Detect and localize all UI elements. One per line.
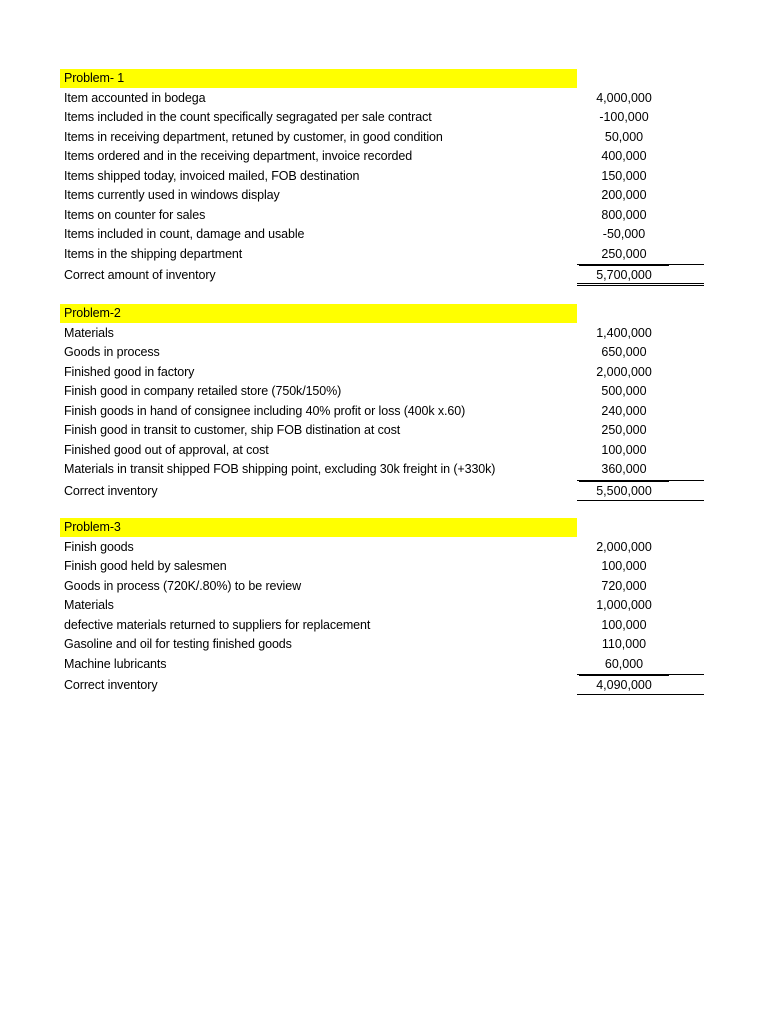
line-item-label: Items included in count, damage and usable: [64, 227, 305, 241]
line-item-label: Materials in transit shipped FOB shipping point, excluding 30k freight in (+330k): [64, 462, 496, 476]
line-item-row: [60, 324, 705, 344]
total-top-rule: [577, 480, 704, 481]
line-item-label: Items currently used in windows display: [64, 188, 280, 202]
title-highlight: [60, 69, 577, 88]
line-item-amount: 150,000: [601, 168, 647, 183]
line-item-amount: 1,000,000: [596, 598, 652, 612]
total-bottom-rule: [577, 694, 704, 695]
line-item-label: Goods in process: [64, 345, 160, 359]
line-item-amount: 200,000: [601, 188, 647, 202]
line-item-label: Machine lubricants: [64, 656, 167, 671]
line-item-amount: 110,000: [601, 637, 647, 651]
total-label: Correct inventory: [64, 483, 158, 498]
total-bottom-rule: [577, 283, 704, 286]
line-item-label: Finish goods in hand of consignee including 40% profit or loss (400k x.60): [64, 403, 466, 418]
line-item-row: [60, 382, 705, 402]
problem-title: Problem- 1: [64, 71, 125, 85]
line-item-label: Finish good held by salesmen: [64, 559, 227, 573]
line-item-row: [60, 421, 705, 441]
total-top-rule: [577, 264, 704, 265]
line-item-label: Materials: [64, 598, 114, 612]
line-item-label: Items in the shipping department: [64, 246, 243, 261]
line-item-amount: 250,000: [601, 423, 647, 437]
line-item-amount: 2,000,000: [596, 364, 652, 379]
line-item-label: Materials: [64, 325, 114, 340]
line-item-row: [60, 147, 705, 167]
line-item-amount: 400,000: [601, 149, 647, 163]
total-top-rule: [577, 674, 704, 675]
line-item-amount: 50,000: [604, 129, 644, 144]
problem-section-3: [60, 518, 705, 695]
line-item-row: [60, 128, 705, 148]
line-item-amount: 4,000,000: [596, 90, 652, 105]
problem-title: Problem-2: [64, 306, 121, 320]
total-bottom-rule: [577, 500, 704, 501]
total-label: Correct amount of inventory: [64, 268, 216, 282]
line-item-amount: 650,000: [601, 345, 647, 359]
line-item-row: [60, 460, 705, 480]
total-row: [60, 480, 705, 501]
line-item-row: [60, 245, 705, 265]
total-amount: 5,500,000: [579, 481, 669, 500]
line-item-label: Finish good in transit to customer, ship FOB distination at cost: [64, 423, 401, 437]
line-item-label: Items included in the count specifically segragated per sale contract: [64, 110, 432, 124]
line-item-amount: -100,000: [599, 110, 649, 124]
line-item-row: [60, 402, 705, 422]
problem-title-row: [60, 518, 705, 538]
line-item-amount: 60,000: [604, 656, 644, 671]
line-item-row: [60, 577, 705, 597]
problem-section-1: [60, 69, 705, 285]
problem-section-2: [60, 304, 705, 501]
problem-title-row: [60, 69, 705, 89]
total-row: [60, 264, 705, 285]
line-item-row: [60, 596, 705, 616]
line-item-amount: 500,000: [601, 384, 647, 398]
line-item-row: [60, 186, 705, 206]
line-item-label: Item accounted in bodega: [64, 90, 206, 105]
line-item-amount: 250,000: [601, 246, 647, 261]
total-row: [60, 674, 705, 695]
line-item-label: Finish good in company retailed store (750k/150%): [64, 384, 342, 398]
line-item-label: Items on counter for sales: [64, 207, 206, 222]
line-item-amount: 100,000: [601, 559, 647, 573]
line-item-row: [60, 616, 705, 636]
line-item-row: [60, 108, 705, 128]
line-item-label: Finished good in factory: [64, 364, 195, 379]
line-item-label: Items shipped today, invoiced mailed, FOB destination: [64, 168, 360, 183]
line-item-amount: 1,400,000: [596, 325, 652, 340]
line-item-amount: 800,000: [601, 207, 647, 222]
line-item-amount: -50,000: [602, 227, 646, 241]
line-item-amount: 360,000: [601, 462, 647, 476]
total-amount: 4,090,000: [579, 675, 669, 694]
total-label: Correct inventory: [64, 678, 158, 692]
line-item-row: [60, 635, 705, 655]
line-item-row: [60, 363, 705, 383]
line-item-row: [60, 89, 705, 109]
line-item-row: [60, 343, 705, 363]
line-item-label: Items in receiving department, retuned by customer, in good condition: [64, 129, 443, 144]
problem-title: Problem-3: [64, 520, 121, 534]
line-item-label: Gasoline and oil for testing finished goods: [64, 637, 292, 651]
line-item-row: [60, 225, 705, 245]
title-highlight: [60, 304, 577, 323]
line-item-row: [60, 557, 705, 577]
line-item-amount: 240,000: [601, 403, 647, 418]
line-item-row: [60, 441, 705, 461]
problem-title-row: [60, 304, 705, 324]
line-item-label: Items ordered and in the receiving department, invoice recorded: [64, 149, 413, 163]
title-highlight: [60, 518, 577, 537]
line-item-label: Finished good out of approval, at cost: [64, 442, 269, 457]
line-item-row: [60, 538, 705, 558]
line-item-amount: 2,000,000: [596, 539, 652, 554]
total-amount: 5,700,000: [579, 265, 669, 284]
line-item-amount: 720,000: [601, 578, 647, 593]
line-item-label: Goods in process (720K/.80%) to be review: [64, 578, 301, 593]
line-item-amount: 100,000: [601, 442, 647, 457]
line-item-row: [60, 655, 705, 675]
line-item-row: [60, 206, 705, 226]
line-item-label: Finish goods: [64, 539, 134, 554]
line-item-amount: 100,000: [601, 617, 647, 632]
line-item-label: defective materials returned to suppliers for replacement: [64, 617, 371, 632]
line-item-row: [60, 167, 705, 187]
